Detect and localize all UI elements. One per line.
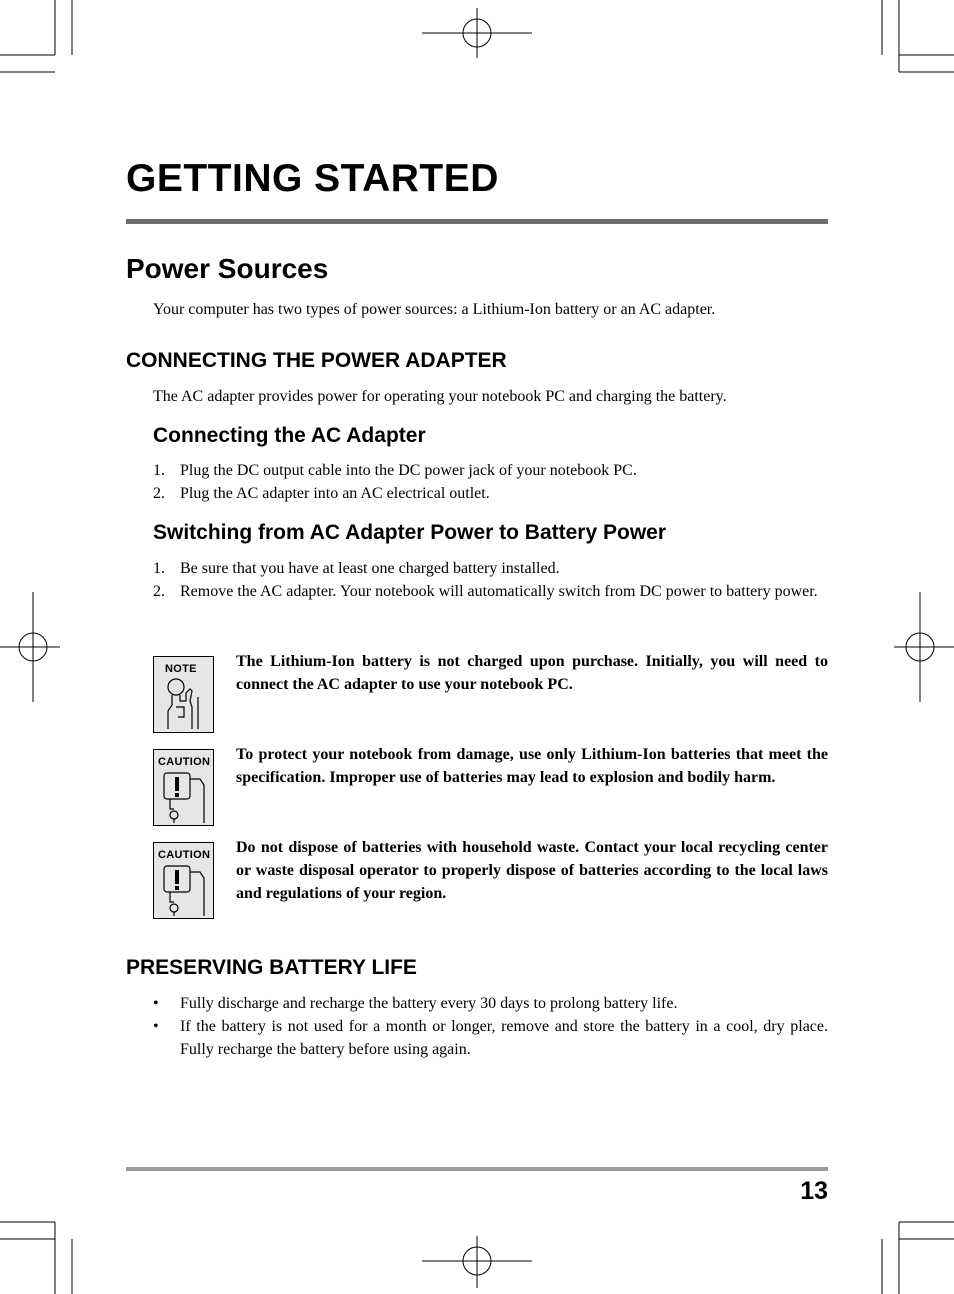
preserving-heading: PRESERVING BATTERY LIFE [126,956,417,979]
intro-paragraph: Your computer has two types of power sources: a Lithium-Ion battery or an AC adapter. [153,301,716,318]
list-item [153,1015,828,1061]
list-number: 2. [153,583,165,600]
registration-mark-icon [0,592,60,702]
caution-text: Do not dispose of batteries with household waste. Contact your local recycling center or waste disposal operator to properly dispose of batteries according to the local laws and regulations of your region. [236,839,828,902]
caution-label: CAUTION [158,849,211,861]
caution-badge [153,842,214,919]
registration-mark-icon [422,1236,532,1288]
list-number: 1. [153,560,165,577]
list-item-text: Be sure that you have at least one charged battery installed. [180,560,560,577]
list-item [153,557,828,580]
registration-mark-icon [422,8,532,58]
bullet: • [153,1018,159,1035]
list-item [153,482,828,505]
list-item [153,580,828,603]
list-item-text: Remove the AC adapter. Your notebook will automatically switch from DC power to battery power. [180,583,818,600]
ac-adapter-heading: Connecting the AC Adapter [153,424,426,447]
list-item [153,992,828,1015]
connecting-paragraph: The AC adapter provides power for operating your notebook PC and charging the battery. [153,388,727,405]
switching-heading: Switching from AC Adapter Power to Battery Power [153,521,667,544]
list-number: 1. [153,462,165,479]
page-number: 13 [800,1177,828,1205]
list-item-text: If the battery is not used for a month or longer, remove and store the battery in a cool, dry place. Fully recharge the battery before using again. [180,1018,828,1058]
caution-text: To protect your notebook from damage, use only Lithium-Ion batteries that meet the specification. Improper use of batteries may lead to explosion and bodily harm. [236,746,828,786]
footer-rule [126,1167,828,1171]
list-item-text: Plug the DC output cable into the DC power jack of your notebook PC. [180,462,637,479]
note-label: NOTE [165,663,197,675]
registration-mark-icon [894,592,954,702]
list-item-text: Plug the AC adapter into an AC electrical outlet. [180,485,490,502]
list-item [153,459,828,482]
note-text: The Lithium-Ion battery is not charged upon purchase. Initially, you will need to connect the AC adapter to use your notebook PC. [236,653,828,693]
caution-badge [153,749,214,826]
pointing-figure-icon [162,677,210,731]
caution-label: CAUTION [158,756,211,768]
list-item-text: Fully discharge and recharge the battery every 30 days to prolong battery life. [180,995,678,1012]
exclamation-figure-icon [160,862,210,918]
list-number: 2. [153,485,165,502]
preserving-bullets [153,992,828,1061]
note-badge [153,656,214,733]
chapter-title: GETTING STARTED [126,157,499,200]
switching-steps [153,557,828,603]
section-title: Power Sources [126,253,329,284]
connecting-heading: CONNECTING THE POWER ADAPTER [126,349,507,372]
ac-adapter-steps [153,459,828,505]
bullet: • [153,995,159,1012]
header-rule [126,219,828,224]
exclamation-figure-icon [160,769,210,825]
